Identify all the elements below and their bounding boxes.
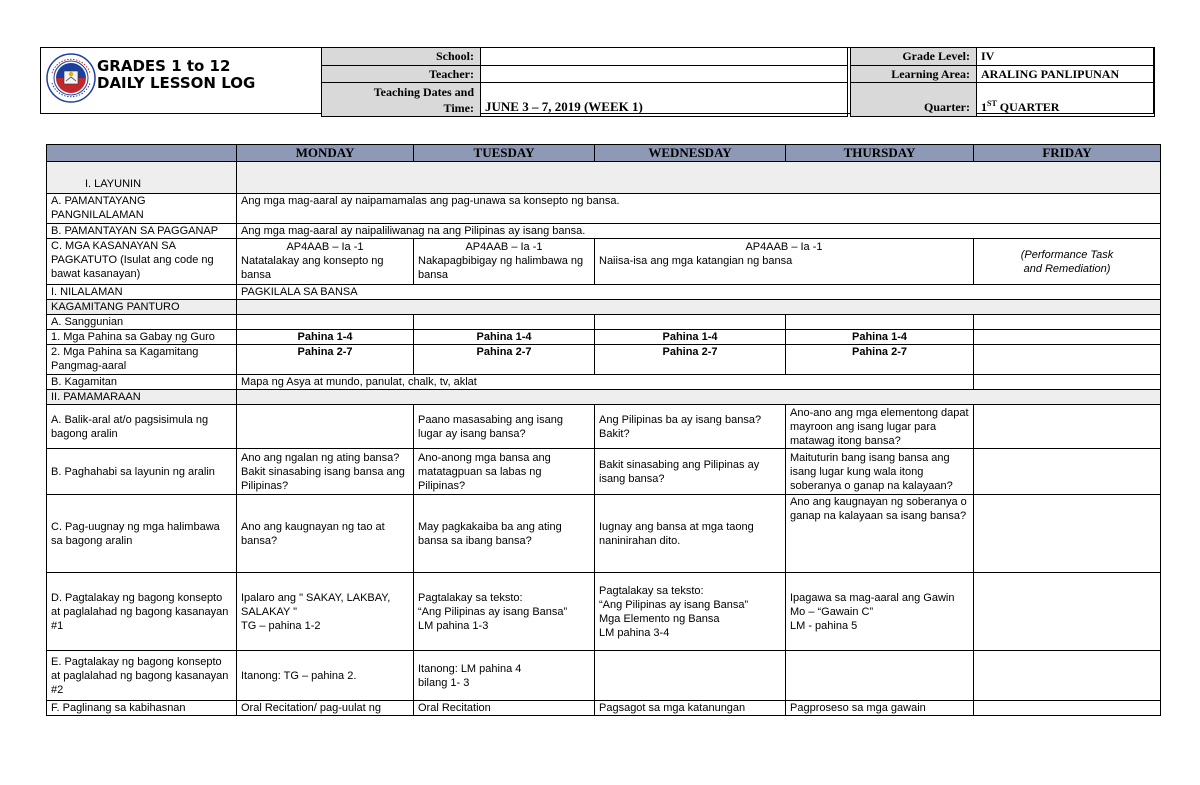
pagtalakay-1-thu[interactable]: Ipagawa sa mag-aaral ang Gawin Mo – “Gawain C” LM - pahina 5 [786, 573, 974, 651]
sanggunian-label: A. Sanggunian [47, 315, 237, 330]
gabay-guro-thu[interactable]: Pahina 1-4 [786, 330, 974, 345]
learning-area-field[interactable]: ARALING PANLIPUNAN [977, 66, 1155, 83]
kasanayan-wednesday-thursday[interactable]: AP4AAB – Ia -1 Naiisa-isa ang mga katangian ng bansa [595, 239, 974, 285]
day-header-friday: FRIDAY [974, 145, 1161, 162]
pag-uugnay-wed[interactable]: Iugnay ang bansa at mga taong naninirahan dito. [595, 495, 786, 573]
section-kagamitang-panturo: KAGAMITANG PANTURO [47, 300, 237, 315]
quarter-field[interactable]: 1ST QUARTER [977, 83, 1155, 117]
balik-aral-mon[interactable] [237, 405, 414, 449]
layunin-blank [237, 162, 1161, 194]
kagamitan-b-label: B. Kagamitan [47, 375, 237, 390]
title-line-1: GRADES 1 to 12 [97, 57, 231, 75]
quarter-label: Quarter: [851, 83, 977, 117]
kagamitan-b-value[interactable]: Mapa ng Asya at mundo, panulat, chalk, tv, aklat [237, 375, 974, 390]
paghahabi-thu[interactable]: Maituturin bang isang bansa ang isang lugar kung wala itong soberanya o ganap na kalayaan? [786, 449, 974, 495]
title-line-2: DAILY LESSON LOG [97, 74, 256, 92]
pagtalakay-2-tue[interactable]: Itanong: LM pahina 4 bilang 1- 3 [414, 651, 595, 701]
paghahabi-fri[interactable] [974, 449, 1161, 495]
gabay-guro-fri[interactable] [974, 330, 1161, 345]
kagamitang-pangmagaaral-label: 2. Mga Pahina sa Kagamitang Pangmag-aaral [47, 345, 237, 375]
magaaral-thu[interactable]: Pahina 2-7 [786, 345, 974, 375]
section-layunin: I. LAYUNIN [47, 162, 237, 194]
pamamaraan-blank [237, 390, 1161, 405]
magaaral-tue[interactable]: Pahina 2-7 [414, 345, 595, 375]
kasanayan-friday[interactable]: (Performance Task and Remediation) [974, 239, 1161, 285]
section-pamamaraan: II. PAMAMARAAN [47, 390, 237, 405]
paglinang-label: F. Paglinang sa kabihasnan [47, 701, 237, 716]
pagtalakay-1-mon[interactable]: Ipalaro ang " SAKAY, LAKBAY, SALAKAY " TG – pahina 1-2 [237, 573, 414, 651]
pagtalakay-2-mon[interactable]: Itanong: TG – pahina 2. [237, 651, 414, 701]
pagtalakay-2-thu[interactable] [786, 651, 974, 701]
day-header-thursday: THURSDAY [786, 145, 974, 162]
balik-aral-fri[interactable] [974, 405, 1161, 449]
magaaral-wed[interactable]: Pahina 2-7 [595, 345, 786, 375]
sanggunian-fri[interactable] [974, 315, 1161, 330]
kagamitang-blank [237, 300, 1161, 315]
balik-aral-label: A. Balik-aral at/o pagsisimula ng bagong aralin [47, 405, 237, 449]
pagtalakay-2-label: E. Pagtalakay ng bagong konsepto at paglalahad ng bagong kasanayan #2 [47, 651, 237, 701]
paglinang-tue[interactable]: Oral Recitation [414, 701, 595, 716]
magaaral-mon[interactable]: Pahina 2-7 [237, 345, 414, 375]
magaaral-fri[interactable] [974, 345, 1161, 375]
school-field[interactable] [481, 48, 848, 66]
pag-uugnay-fri[interactable] [974, 495, 1161, 573]
school-label: School: [322, 48, 481, 66]
pagganap-label: B. PAMANTAYAN SA PAGGANAP [47, 224, 237, 239]
pagtalakay-2-wed[interactable] [595, 651, 786, 701]
learning-area-label: Learning Area: [851, 66, 977, 83]
info-table [321, 47, 1155, 117]
teaching-dates-label: Teaching Dates and Time: [322, 83, 481, 117]
paghahabi-label: B. Paghahabi sa layunin ng aralin [47, 449, 237, 495]
gabay-guro-wed[interactable]: Pahina 1-4 [595, 330, 786, 345]
pagganap-value[interactable]: Ang mga mag-aaral ay naipaliliwanag na ang Pilipinas ay isang bansa. [237, 224, 1161, 239]
sanggunian-thu[interactable] [786, 315, 974, 330]
balik-aral-thu[interactable]: Ano-ano ang mga elementong dapat mayroon ang isang lugar para matawag itong bansa? [786, 405, 974, 449]
pagtalakay-1-label: D. Pagtalakay ng bagong konsepto at paglalahad ng bagong kasanayan #1 [47, 573, 237, 651]
day-header-tuesday: TUESDAY [414, 145, 595, 162]
paghahabi-mon[interactable]: Ano ang ngalan ng ating bansa? Bakit sinasabing isang bansa ang Pilipinas? [237, 449, 414, 495]
grade-level-label: Grade Level: [851, 48, 977, 66]
kasanayan-tuesday[interactable]: AP4AAB – Ia -1 Nakapagbibigay ng halimbawa ng bansa [414, 239, 595, 285]
pag-uugnay-thu[interactable]: Ano ang kaugnayan ng soberanya o ganap na kalayaan sa isang bansa? [786, 495, 974, 573]
balik-aral-wed[interactable]: Ang Pilipinas ba ay isang bansa? Bakit? [595, 405, 786, 449]
paglinang-mon[interactable]: Oral Recitation/ pag-uulat ng [237, 701, 414, 716]
pag-uugnay-label: C. Pag-uugnay ng mga halimbawa sa bagong aralin [47, 495, 237, 573]
kasanayan-monday[interactable]: AP4AAB – Ia -1 Natatalakay ang konsepto ng bansa [237, 239, 414, 285]
pagtalakay-1-fri[interactable] [974, 573, 1161, 651]
kasanayan-label: C. MGA KASANAYAN SA PAGKATUTO (Isulat ang code ng bawat kasanayan) [47, 239, 237, 285]
deped-seal-icon [46, 53, 96, 103]
pamantayang-value[interactable]: Ang mga mag-aaral ay naipamamalas ang pag-unawa sa konsepto ng bansa. [237, 194, 1161, 224]
teaching-dates-field[interactable]: JUNE 3 – 7, 2019 (WEEK 1) [481, 83, 848, 117]
grade-level-field[interactable]: IV [977, 48, 1155, 66]
pamantayang-label: A. PAMANTAYANG PANGNILALAMAN [47, 194, 237, 224]
corner-cell [47, 145, 237, 162]
sanggunian-tue[interactable] [414, 315, 595, 330]
pagtalakay-1-wed[interactable]: Pagtalakay sa teksto: “Ang Pilipinas ay isang Bansa” Mga Elemento ng Bansa LM pahina 3-4 [595, 573, 786, 651]
pag-uugnay-tue[interactable]: May pagkakaiba ba ang ating bansa sa ibang bansa? [414, 495, 595, 573]
day-header-wednesday: WEDNESDAY [595, 145, 786, 162]
paglinang-wed[interactable]: Pagsagot sa mga katanungan [595, 701, 786, 716]
document-title [97, 58, 255, 92]
pagtalakay-1-tue[interactable]: Pagtalakay sa teksto: “Ang Pilipinas ay isang Bansa” LM pahina 1-3 [414, 573, 595, 651]
paglinang-thu[interactable]: Pagproseso sa mga gawain [786, 701, 974, 716]
gabay-guro-mon[interactable]: Pahina 1-4 [237, 330, 414, 345]
kagamitan-b-fri[interactable] [974, 375, 1161, 390]
teacher-field[interactable] [481, 66, 848, 83]
nilalaman-label: I. NILALAMAN [47, 285, 237, 300]
pag-uugnay-mon[interactable]: Ano ang kaugnayan ng tao at bansa? [237, 495, 414, 573]
teacher-label: Teacher: [322, 66, 481, 83]
nilalaman-value[interactable]: PAGKILALA SA BANSA [237, 285, 1161, 300]
gabay-guro-label: 1. Mga Pahina sa Gabay ng Guro [47, 330, 237, 345]
paghahabi-tue[interactable]: Ano-anong mga bansa ang matatagpuan sa labas ng Pilipinas? [414, 449, 595, 495]
paghahabi-wed[interactable]: Bakit sinasabing ang Pilipinas ay isang bansa? [595, 449, 786, 495]
gabay-guro-tue[interactable]: Pahina 1-4 [414, 330, 595, 345]
paglinang-fri[interactable] [974, 701, 1161, 716]
daily-lesson-table [46, 144, 1161, 716]
day-header-monday: MONDAY [237, 145, 414, 162]
sanggunian-wed[interactable] [595, 315, 786, 330]
balik-aral-tue[interactable]: Paano masasabing ang isang lugar ay isang bansa? [414, 405, 595, 449]
sanggunian-mon[interactable] [237, 315, 414, 330]
pagtalakay-2-fri[interactable] [974, 651, 1161, 701]
